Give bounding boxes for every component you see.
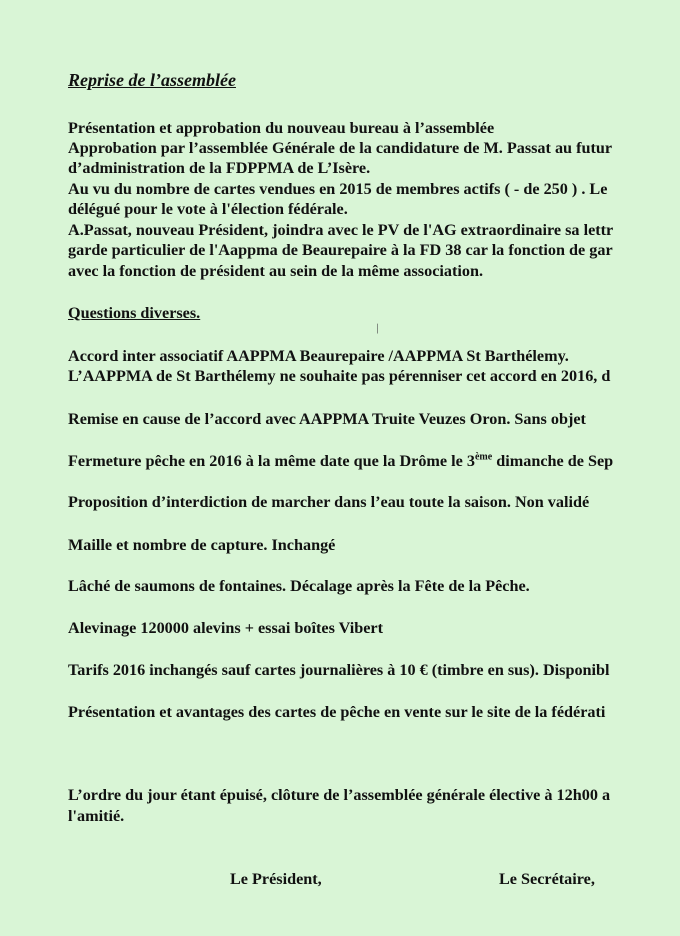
paragraph-line: Accord inter associatif AAPPMA Beaurepaire /AAPPMA St Barthélemy.: [68, 347, 569, 365]
paragraph-line: l'amitié.: [68, 807, 125, 825]
paragraph-line: Proposition d’interdiction de marcher dans l’eau toute la saison. Non validé: [68, 493, 590, 511]
paragraph-line: Au vu du nombre de cartes vendues en 2015 de membres actifs ( - de 250 ) . Le: [68, 180, 608, 198]
fermeture-text-end: dimanche de Sep: [492, 452, 614, 470]
paragraph-line: L’AAPPMA de St Barthélemy ne souhaite pas pérenniser cet accord en 2016, d: [68, 367, 611, 385]
paragraph-line: d’administration de la FDPPMA de L’Isère.: [68, 159, 371, 177]
paragraph-line: Présentation et avantages des cartes de pêche en vente sur le site de la fédérati: [68, 703, 606, 721]
secretaire-signature-label: Le Secrétaire,: [499, 870, 595, 888]
president-signature-label: Le Président,: [230, 870, 322, 888]
paragraph-line: Présentation et approbation du nouveau bureau à l’assemblée: [68, 119, 495, 137]
paragraph-line: A.Passat, nouveau Président, joindra avec le PV de l'AG extraordinaire sa lettr: [68, 221, 614, 239]
paragraph-line: Maille et nombre de capture. Inchangé: [68, 536, 336, 554]
scan-mark: /: [373, 321, 383, 338]
paragraph-line: délégué pour le vote à l'élection fédérale.: [68, 200, 348, 218]
paragraph-line: Remise en cause de l’accord avec AAPPMA Truite Veuzes Oron. Sans objet: [68, 410, 586, 428]
paragraph-line: Tarifs 2016 inchangés sauf cartes journalières à 10 € (timbre en sus). Disponibl: [68, 661, 610, 679]
page-title: Reprise de l’assemblée: [68, 70, 236, 90]
paragraph-line: [68, 451, 613, 471]
fermeture-text: Fermeture pêche en 2016 à la même date que la Drôme le 3: [68, 452, 475, 470]
paragraph-line: Alevinage 120000 alevins + essai boîtes Vibert: [68, 619, 383, 637]
paragraph-line: L’ordre du jour étant épuisé, clôture de l’assemblée générale élective à 12h00 a: [68, 786, 611, 804]
paragraph-line: Lâché de saumons de fontaines. Décalage après la Fête de la Pêche.: [68, 577, 530, 595]
fermeture-ordinal: ème: [474, 451, 493, 463]
paragraph-line: garde particulier de l'Aappma de Beaurepaire à la FD 38 car la fonction de gar: [68, 241, 613, 259]
paragraph-line: Approbation par l’assemblée Générale de la candidature de M. Passat au futur: [68, 139, 613, 157]
section-heading: Questions diverses.: [68, 304, 201, 322]
paragraph-line: avec la fonction de président au sein de la même association.: [68, 262, 484, 280]
